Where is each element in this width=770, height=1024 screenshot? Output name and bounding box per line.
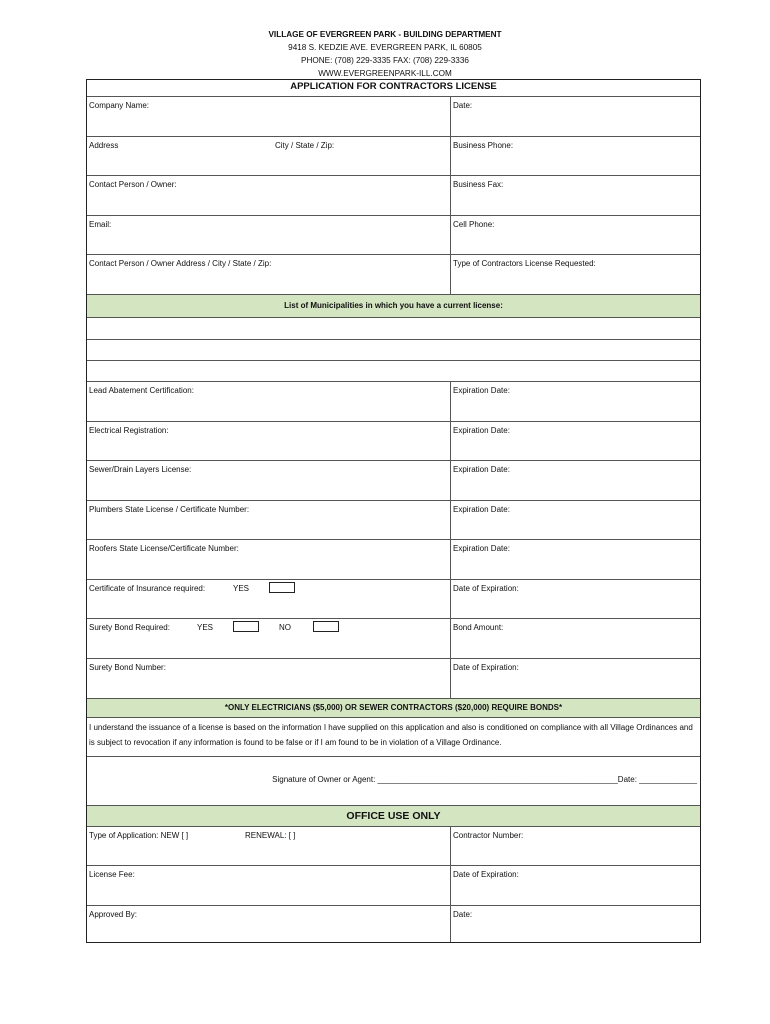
contractor-number-field[interactable]: Contractor Number:	[453, 831, 524, 840]
bond-number-row	[87, 658, 700, 698]
bond-label: Surety Bond Required:	[89, 623, 170, 632]
lead-expiration-field[interactable]: Expiration Date:	[453, 386, 510, 395]
form-title: APPLICATION FOR CONTRACTORS LICENSE	[290, 81, 497, 92]
application-type-renewal[interactable]: RENEWAL: [ ]	[245, 831, 296, 840]
application-type-new[interactable]: Type of Application: NEW [ ]	[89, 831, 189, 840]
business-fax-field[interactable]: Business Fax:	[453, 180, 504, 189]
municipality-line-1[interactable]	[87, 317, 700, 339]
bond-no-checkbox[interactable]	[313, 621, 339, 632]
city-label: City / State / Zip:	[275, 141, 335, 150]
roofers-license-field[interactable]: Roofers State License/Certificate Number:	[87, 540, 451, 579]
license-fee-field[interactable]: License Fee:	[87, 866, 451, 905]
application-type-row	[87, 826, 700, 865]
declaration-row	[87, 717, 700, 756]
roofers-expiration-field[interactable]: Expiration Date:	[453, 544, 510, 553]
signature-line[interactable]: Signature of Owner or Agent: ______________________________________________________Date: _____________	[272, 775, 697, 784]
plumbers-license-field[interactable]: Plumbers State License / Certificate Number:	[87, 501, 451, 539]
sewer-license-field[interactable]: Sewer/Drain Layers License:	[87, 461, 451, 500]
address-label: Address	[89, 141, 119, 150]
office-use-header: OFFICE USE ONLY	[87, 805, 700, 826]
cell-phone-field[interactable]: Cell Phone:	[453, 220, 495, 229]
electrical-row	[87, 421, 700, 460]
business-phone-field[interactable]: Business Phone:	[453, 141, 514, 150]
date-field[interactable]: Date:	[453, 101, 473, 110]
roofers-row	[87, 539, 700, 579]
application-form	[86, 79, 701, 943]
approved-by-field[interactable]: Approved By:	[87, 906, 451, 942]
address-field[interactable]	[87, 137, 451, 175]
department-website: WWW.EVERGREENPARK-ILL.COM	[318, 69, 452, 78]
office-expiration-field[interactable]: Date of Expiration:	[453, 870, 519, 879]
letterhead	[0, 28, 770, 80]
company-name-field[interactable]: Company Name:	[87, 97, 451, 136]
plumbers-expiration-field[interactable]: Expiration Date:	[453, 505, 510, 514]
bond-cell	[87, 619, 451, 658]
form-title-row	[87, 80, 700, 96]
sewer-expiration-field[interactable]: Expiration Date:	[453, 465, 510, 474]
bond-number-field[interactable]: Surety Bond Number:	[87, 659, 451, 698]
lead-row	[87, 381, 700, 421]
department-address: 9418 S. KEDZIE AVE. EVERGREEN PARK, IL 60805	[288, 43, 482, 52]
insurance-expiration-field[interactable]: Date of Expiration:	[453, 584, 519, 593]
license-type-field[interactable]: Type of Contractors License Requested:	[453, 259, 596, 268]
insurance-cell	[87, 580, 451, 618]
approval-date-field[interactable]: Date:	[453, 910, 473, 919]
contact-address-field[interactable]: Contact Person / Owner Address / City / State / Zip:	[87, 255, 451, 294]
municipality-line-3[interactable]	[87, 360, 700, 381]
bond-yes-checkbox[interactable]	[233, 621, 259, 632]
approval-row	[87, 905, 700, 942]
company-row	[87, 96, 700, 136]
bond-yes-label: YES	[197, 623, 214, 632]
insurance-row	[87, 579, 700, 618]
electrical-registration-field[interactable]: Electrical Registration:	[87, 422, 451, 460]
insurance-yes-checkbox[interactable]	[269, 582, 295, 593]
contact-row	[87, 175, 700, 215]
bond-note: *ONLY ELECTRICIANS ($5,000) OR SEWER CONTRACTORS ($20,000) REQUIRE BONDS*	[87, 698, 700, 717]
electrical-expiration-field[interactable]: Expiration Date:	[453, 426, 510, 435]
insurance-label: Certificate of Insurance required:	[89, 584, 206, 593]
declaration-text: I understand the issuance of a license is based on the information I have supplied on this application and also is conditioned on compliance with all Village Ordinances and is subject to revocation if any information is found to be false or if I am found to be in violation of a Village Ordinance.	[89, 723, 693, 747]
license-fee-row	[87, 865, 700, 905]
municipality-line-2[interactable]	[87, 339, 700, 360]
contact-address-row	[87, 254, 700, 294]
sewer-row	[87, 460, 700, 500]
lead-abatement-field[interactable]: Lead Abatement Certification:	[87, 382, 451, 421]
bond-expiration-field[interactable]: Date of Expiration:	[453, 663, 519, 672]
department-phone: PHONE: (708) 229-3335 FAX: (708) 229-3336	[301, 56, 469, 65]
email-field[interactable]: Email:	[87, 216, 451, 254]
email-row	[87, 215, 700, 254]
bond-amount-field[interactable]: Bond Amount:	[453, 623, 504, 632]
contact-person-field[interactable]: Contact Person / Owner:	[87, 176, 451, 215]
municipalities-header: List of Municipalities in which you have a current license:	[87, 294, 700, 317]
address-row	[87, 136, 700, 175]
insurance-yes-label: YES	[233, 584, 250, 593]
bond-row	[87, 618, 700, 658]
plumbers-row	[87, 500, 700, 539]
department-name: VILLAGE OF EVERGREEN PARK - BUILDING DEPARTMENT	[268, 30, 502, 39]
application-type-cell	[87, 827, 451, 865]
signature-row	[87, 756, 700, 805]
bond-no-label: NO	[279, 623, 291, 632]
